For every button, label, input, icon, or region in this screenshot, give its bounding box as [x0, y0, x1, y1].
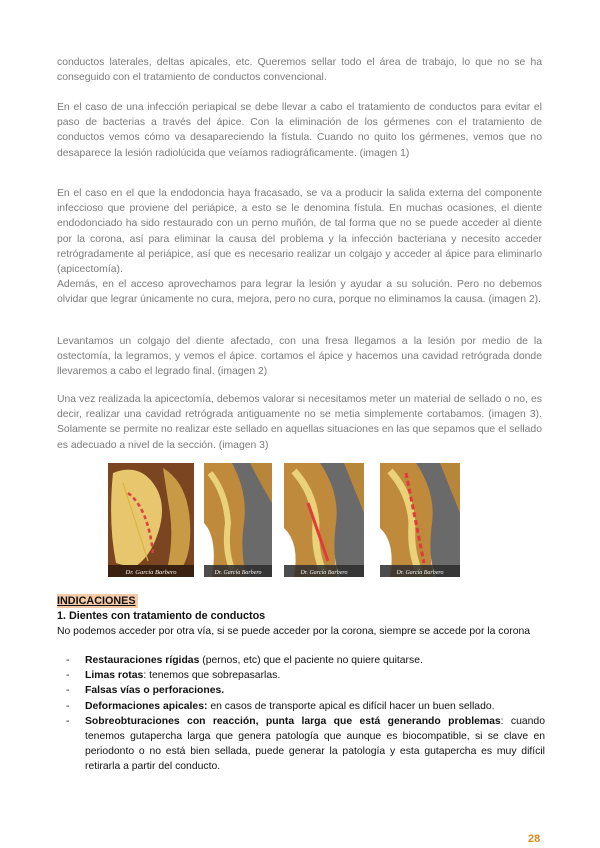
paragraph-2: En el caso de una infección periapical se debe llevar a cabo el tratamiento de conductos para evitar el paso de bacterias a través del ápice. Con la eliminación de los gérmenes con el tratamiento de conductos vemos cómo va desapareciendo la fístula. Cuando no quito los gérmenes, vemos que no desaparece la lesión radiolúcida que veíamos radiográficamente. (imagen 1)	[57, 102, 542, 159]
list-item: - Restauraciones rígidas (pernos, etc) que el paciente no quiere quitarse.	[66, 655, 423, 666]
figure-credit-4: Dr. García Barbero	[396, 570, 444, 576]
list-item: - Limas rotas: tenemos que sobrepasarlas.	[66, 670, 281, 682]
figure-image-1	[108, 463, 194, 577]
section-subtitle: 1. Dientes con tratamiento de conductos	[57, 610, 266, 622]
figure-credit-1: Dr. García Barbero	[125, 569, 177, 576]
list-item: - Sobreobturaciones con reacción, punta larga que está generando problemas: cuando tenemos gutapercha larga que genera patología que aunque es biocompatible, si se clave en periodonto o no está bien sellada, puede generar la patología y esta gutapercha es muy difícil retirarla a partir del conducto.	[66, 715, 545, 773]
figure-image-4	[380, 463, 460, 577]
list-item: - Falsas vías o perforaciones.	[66, 685, 225, 697]
list-item: - Deformaciones apicales: en casos de transporte apical es difícil hacer un buen sellado.	[66, 700, 495, 712]
figure-credit-2: Dr. García Barbero	[214, 570, 262, 576]
figure-credit-3: Dr. García Barbero	[300, 570, 348, 576]
paragraph-5: Levantamos un colgajo del diente afectado, con una fresa llegamos a la lesión por medio de la ostectomía, la legramos, y vemos el ápice. cortamos el ápice y hacemos una cavidad retrógrada donde llevaremos a cabo el legrado final. (imagen 2)	[57, 336, 542, 378]
section-title: INDICACIONES	[57, 595, 136, 607]
indications-list	[57, 653, 545, 775]
paragraph-3: En el caso en el que la endodoncia haya fracasado, se va a producir la salida externa del componente infeccioso que proviene del periápice, a esto se le denomina fístula. En muchas ocasiones, el diente endodonciado ha sido restaurado con un perno muñón, de tal forma que no se puede acceder al diente por la corona, así para eliminar la causa del problema y la infección bacteriana y necesito acceder retrógradamente al periápice, así que es necesario realizar un colgajo y acceder al ápice para eliminarlo (apicectomía).	[57, 188, 542, 276]
figure-strip	[0, 463, 600, 579]
figure-image-2	[204, 463, 272, 577]
figure-image-3	[284, 463, 364, 577]
paragraph-6: Una vez realizada la apicectomía, debemos valorar si necesitamos meter un material de sellado o no, es decir, realizar una cavidad retrógrada antiguamente no se metia simplemente cortabamos. (imagen 3). Solamente se permite no realizar este sellado en aquellas situaciones en las que sepamos que el sellado es adecuado a nivel de la sección. (imagen 3)	[57, 394, 542, 451]
section-intro: No podemos acceder por otra vía, si se puede acceder por la corona, siempre se accede por la corona	[57, 626, 531, 637]
page-number: 28	[528, 833, 541, 845]
paragraph-1: conductos laterales, deltas apicales, etc. Queremos sellar todo el área de trabajo, lo que no se ha conseguido con el tratamiento de conductos convencional.	[57, 57, 542, 84]
paragraph-4: Además, en el acceso aprovechamos para legrar la lesión y ayudar a su solución. Pero no debemos olvidar que legrar únicamente no cura, mejora, pero no cura, porque no eliminamos la causa. (imagen 2).	[57, 279, 542, 306]
